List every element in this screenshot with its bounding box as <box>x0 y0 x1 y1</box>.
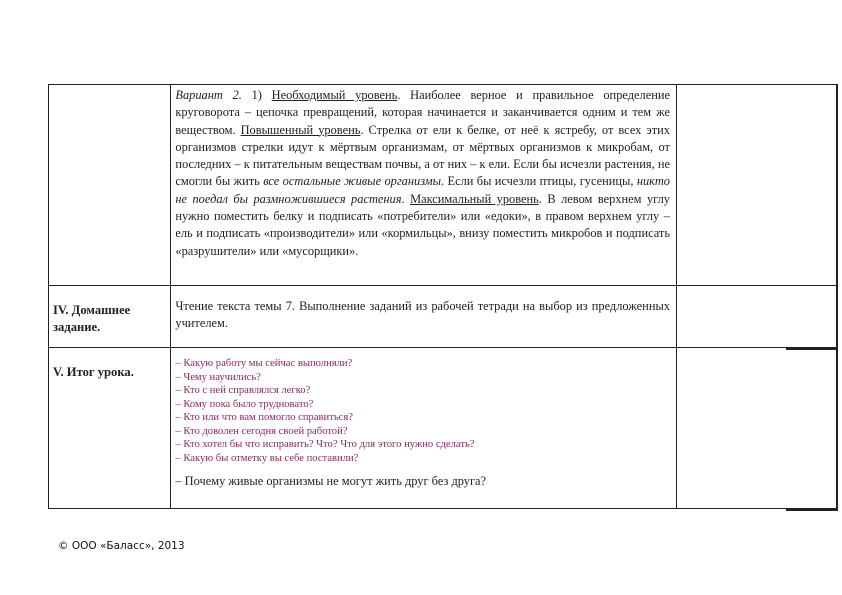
notes-cell <box>676 286 837 348</box>
homework-stage-label: IV. Домашнее задание. <box>53 303 131 334</box>
item-number: 1) <box>241 88 272 102</box>
stage-cell <box>49 348 171 509</box>
copyright-footer: © ООО «Баласс», 2013 <box>58 540 185 552</box>
variant-2-answer <box>171 85 676 260</box>
text-span: . В левом верхнем углу нужно поместить белку и подписать «потребители» или «едоки», в правом верхнем углу – ель и подписать «производители» или «кормильцы», внизу поместить микробов и подписать «разрушители» или «мусорщики». <box>175 191 670 258</box>
stage-cell <box>49 286 171 348</box>
content-cell <box>171 85 677 286</box>
lesson-plan-table <box>48 84 838 509</box>
variant-title: Вариант 2. <box>175 88 242 102</box>
text-span: . Если бы исчезли птицы, гусеницы, <box>441 174 637 189</box>
table-row <box>49 85 838 286</box>
notes-cell <box>676 85 837 286</box>
list-item: – Кто хотел бы что исправить? Что? Что для этого нужно сделать? <box>175 439 475 450</box>
summary-stage-label: V. Итог урока. <box>53 365 134 379</box>
list-item: – Какую работу мы сейчас выполняли? <box>175 358 353 369</box>
required-level-label: Необходимый уровень <box>271 88 398 102</box>
italic-span: все остальные живые организмы <box>263 174 442 189</box>
list-item: – Кому пока было трудновато? <box>175 398 314 410</box>
divider <box>786 348 838 350</box>
list-item: – Кто или что вам помогло справиться? <box>175 412 353 423</box>
content-cell <box>171 286 677 348</box>
advanced-level-label: Повышенный уровень <box>240 122 361 137</box>
list-item: – Кто доволен сегодня своей работой? <box>175 425 348 437</box>
table-row <box>49 348 838 509</box>
text-span: . <box>401 191 411 206</box>
list-item: – Чему научились? <box>175 371 261 383</box>
text-span: . Стрелка от ели к белке, от неё к ястребу, от всех этих организмов стрелки идут к мёртвым организмам, от мёртвых организмов к микробам, от последних – к питательным веществам почвы, а от них – к ели. Если бы исчезли растения, не смогли бы жить <box>175 122 670 189</box>
notes-cell <box>676 348 837 509</box>
lesson-table-container <box>48 84 838 511</box>
content-cell <box>171 348 677 509</box>
final-question: – Почему живые организмы не могут жить друг без друга? <box>175 474 487 488</box>
homework-text: Чтение текста темы 7. Выполнение заданий из рабочей тетради на выбор из предложенных учителем. <box>175 299 670 330</box>
reflection-questions-list <box>171 348 676 465</box>
list-item: – Кто с ней справлялся легко? <box>175 385 311 396</box>
table-row <box>49 286 838 348</box>
divider <box>786 509 838 511</box>
italic-span: никто не поедал бы размножившиеся растения <box>175 174 670 206</box>
stage-cell <box>49 85 171 286</box>
list-item: – Какую бы отметку вы себе поставили? <box>175 452 359 464</box>
text-span: . Наиболее верное и правильное определение круговорота – цепочка превращений, которая начинается и заканчивается одним и тем же веществом. <box>175 88 670 137</box>
maximum-level-label: Максимальный уровень <box>410 191 539 206</box>
